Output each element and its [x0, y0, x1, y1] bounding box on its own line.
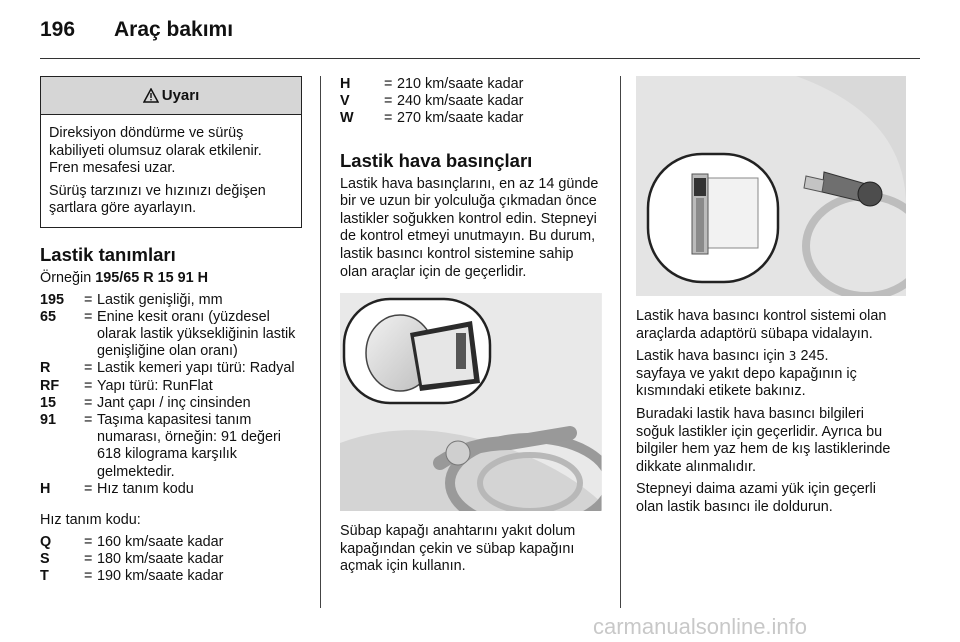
speed-code-row	[40, 551, 302, 568]
speed-code-equals: =	[384, 76, 393, 92]
speed-code-row	[340, 110, 602, 127]
page-number: 196	[40, 18, 76, 41]
warning-header	[41, 77, 301, 115]
speed-code-equals: =	[84, 533, 93, 550]
speed-code-value: 160 km/saate kadar	[97, 533, 224, 550]
speed-code-key: Q	[40, 533, 52, 550]
column-middle	[340, 76, 602, 576]
spare-tyre-paragraph: Stepneyi daima azami yük için geçerli olan lastik basıncı ile doldurun.	[636, 481, 876, 515]
pressure-reference-paragraph	[636, 348, 906, 401]
header-divider	[40, 58, 920, 59]
speed-code-key: W	[340, 110, 354, 127]
warning-triangle-icon	[143, 88, 159, 103]
column-left	[40, 76, 302, 585]
figure-caption: Sübap kapağı anahtarını yakıt dolum kapağından çekin ve sübap kapağını açmak için kullanın.	[340, 523, 576, 575]
speed-code-key: T	[40, 568, 49, 584]
speed-code-value: 240 km/saate kadar	[397, 93, 524, 110]
definition-equals: =	[84, 411, 93, 428]
speed-code-row	[340, 76, 602, 93]
adapter-paragraph: Lastik hava basıncı kontrol sistemi olan araçlarda adaptörü sübapa vidalayın.	[636, 308, 887, 342]
speed-code-equals: =	[84, 550, 93, 567]
page-reference-number[interactable]: 245.	[800, 348, 829, 365]
speed-code-key: V	[340, 93, 350, 110]
definition-key: 15	[40, 394, 57, 411]
definition-equals: =	[84, 291, 93, 308]
definition-value: Taşıma kapasitesi tanım numarası, örneğin: 91 değeri 618 kilograma karşılık gelmektedir.	[97, 411, 281, 480]
speed-code-row	[40, 534, 302, 551]
definition-key: R	[40, 360, 51, 377]
speed-code-key: S	[40, 550, 50, 567]
cold-tyre-paragraph: Buradaki lastik hava basıncı bilgileri soğuk lastikler için geçerlidir. Ayrıca bu bilgiler hem yaz hem de kış lastiklerinde dikkate alınmalıdır.	[636, 405, 891, 475]
speed-code-equals: =	[384, 93, 393, 110]
tyre-designation-section	[40, 244, 302, 585]
page-title: Araç bakımı	[114, 18, 234, 41]
speed-code-value: 210 km/saate kadar	[397, 76, 524, 92]
definition-row	[40, 395, 302, 412]
speed-code-equals: =	[384, 110, 393, 127]
page-header	[40, 18, 233, 50]
definition-row	[40, 309, 302, 361]
warning-title: Uyarı	[161, 87, 200, 104]
definition-value: Yapı türü: RunFlat	[97, 377, 213, 394]
speed-code-value: 270 km/saate kadar	[397, 110, 524, 127]
definition-row	[40, 360, 302, 377]
definition-value: Hız tanım kodu	[97, 480, 194, 497]
speed-code-value: 190 km/saate kadar	[97, 568, 224, 584]
definition-equals: =	[84, 377, 93, 394]
definition-key: RF	[40, 377, 60, 394]
warning-body	[41, 115, 301, 227]
tyre-section-heading: Lastik tanımları	[40, 243, 176, 265]
definition-value: Lastik genişliği, mm	[97, 291, 223, 308]
definition-row	[40, 292, 302, 309]
definition-equals: =	[84, 360, 93, 377]
pressure-reference-prefix: Lastik hava basıncı için	[636, 348, 785, 365]
column-divider-1	[320, 76, 321, 608]
speed-code-equals: =	[84, 568, 93, 584]
pressure-reference-rest: sayfaya ve yakıt depo kapağının iç kısmındaki etikete bakınız.	[636, 365, 857, 400]
speed-code-list-1	[40, 534, 302, 586]
tyre-example	[40, 270, 302, 288]
tyre-definition-list	[40, 292, 302, 498]
speed-code-value: 180 km/saate kadar	[97, 550, 224, 567]
example-prefix: Örneğin	[40, 269, 92, 286]
fuel-flap-valve-key-figure	[340, 293, 602, 511]
definition-equals: =	[84, 308, 93, 325]
fuel-flap-illustration	[340, 293, 602, 511]
definition-key: 65	[40, 308, 57, 325]
page-reference-arrow-icon: 3	[788, 349, 797, 364]
column-divider-2	[620, 76, 621, 608]
valve-adapter-figure	[636, 76, 906, 296]
definition-value: Jant çapı / inç cinsinden	[97, 394, 251, 411]
warning-box	[40, 76, 302, 228]
definition-row	[40, 378, 302, 395]
definition-key: 91	[40, 411, 57, 428]
definition-row	[40, 481, 302, 498]
definition-equals: =	[84, 394, 93, 411]
speed-code-key: H	[340, 76, 351, 92]
watermark: carmanualsonline.info	[593, 614, 808, 639]
definition-row	[40, 412, 302, 481]
definition-equals: =	[84, 480, 93, 497]
speed-code-list-2	[340, 76, 602, 128]
speed-code-row	[340, 93, 602, 110]
column-right	[636, 76, 906, 517]
definition-value: Enine kesit oranı (yüzdesel olarak lastik yüksekliğinin lastik genişliğine olan oranı)	[97, 308, 296, 360]
speed-code-row	[40, 568, 302, 585]
warning-paragraph-2: Sürüş tarzınızı ve hızınızı değişen şartlara göre ayarlayın.	[49, 182, 266, 217]
speed-code-intro: Hız tanım kodu:	[40, 512, 141, 528]
warning-paragraph-1: Direksiyon döndürme ve sürüş kabiliyeti olumsuz olarak etkilenir. Fren mesafesi uzar.	[49, 125, 262, 177]
definition-value: Lastik kemeri yapı türü: Radyal	[97, 360, 295, 377]
valve-adapter-illustration	[636, 76, 906, 296]
definition-key: H	[40, 480, 51, 497]
pressure-body: Lastik hava basınçlarını, en az 14 günde bir ve uzun bir yolculuğa çıkmadan önce lastikler soğukken kontrol edin. Stepneyi de kontrol etmeyi unutmayın. Bu durum, lastik basıncı kontrol sistemine sahip olan araçlar için de geçerlidir.	[340, 175, 599, 280]
pressure-section-heading: Lastik hava basınçları	[340, 149, 533, 171]
definition-key: 195	[40, 291, 65, 308]
example-code: 195/65 R 15 91 H	[95, 269, 209, 286]
